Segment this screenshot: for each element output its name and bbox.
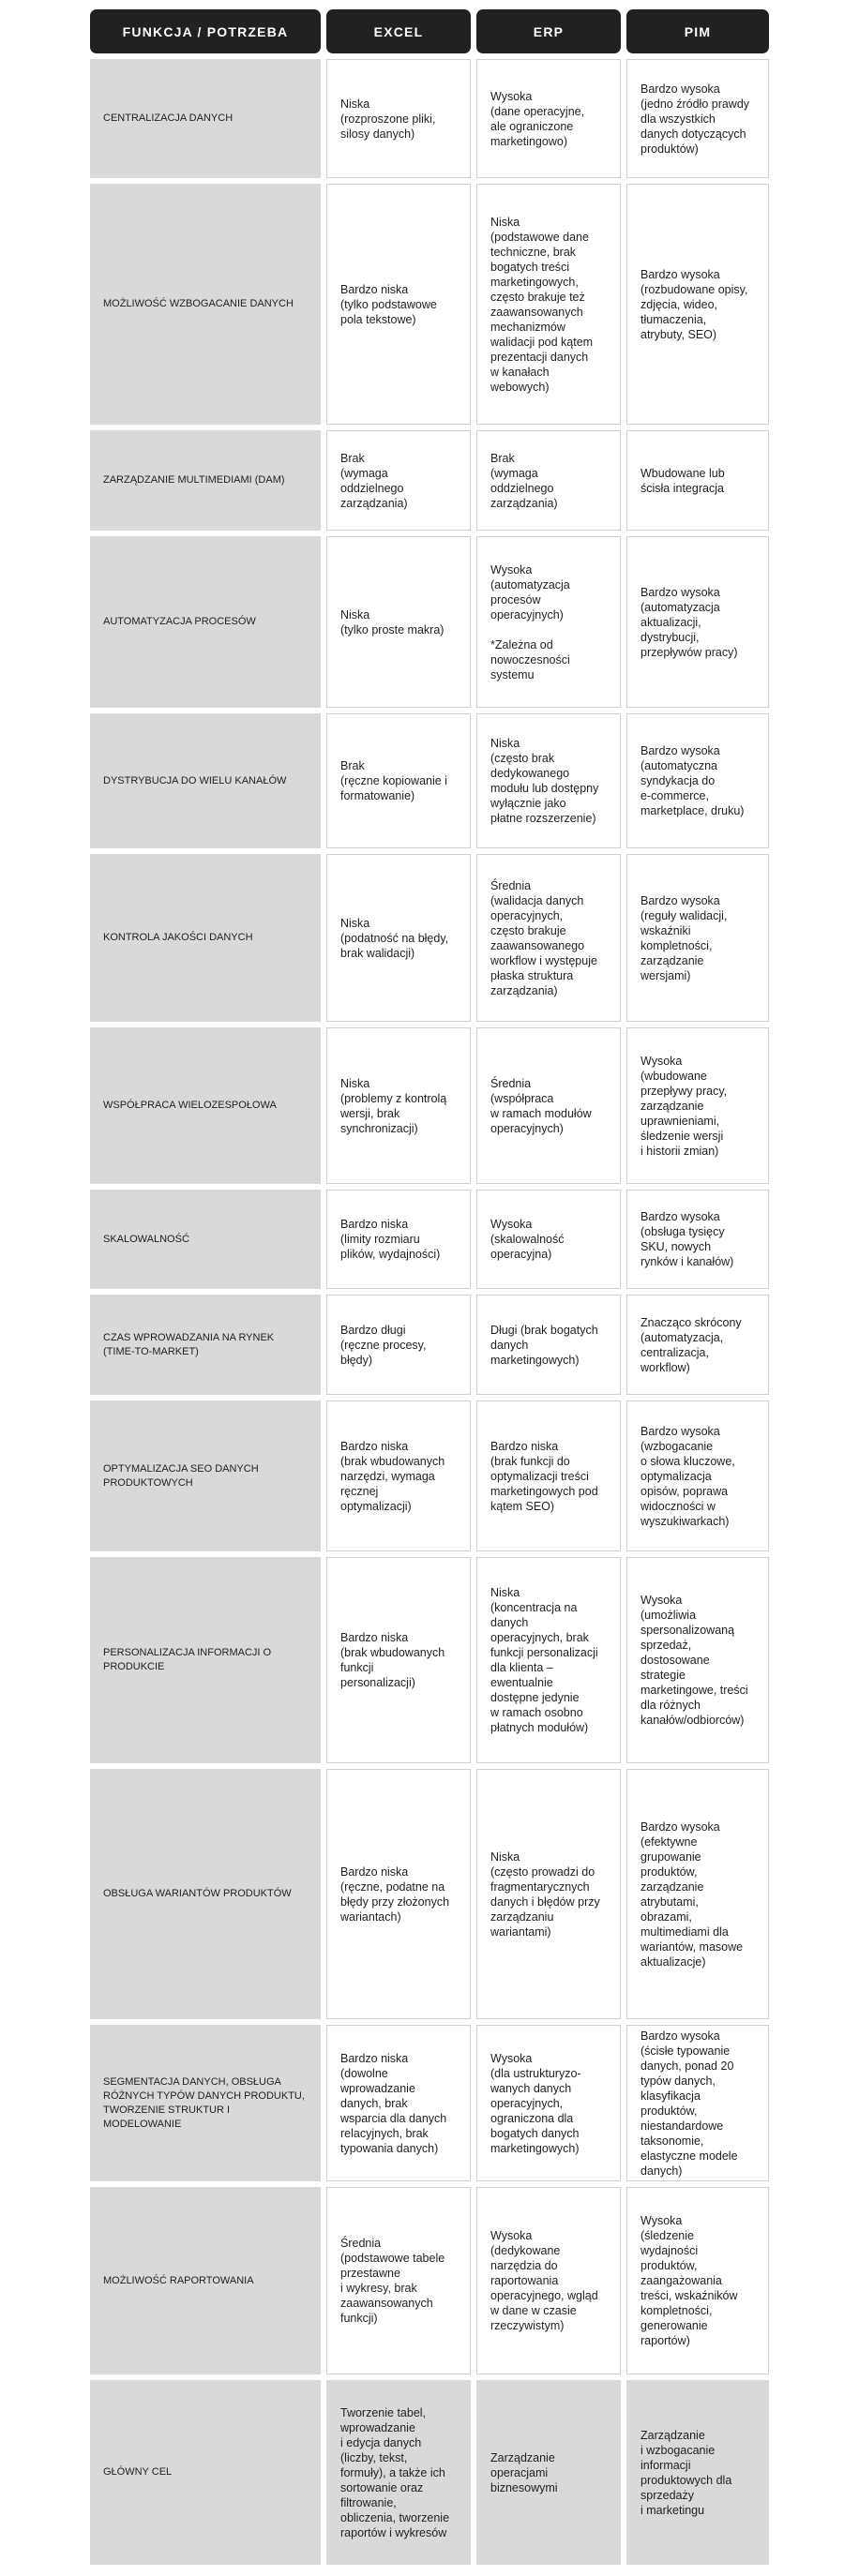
excel-cell: Bardzo niska (dowolne wprowadzanie danych, brak wsparcia dla danych relacyjnych, brak typowania danych) <box>326 2025 471 2181</box>
table-row <box>90 1400 769 1551</box>
erp-cell: Długi (brak bogatych danych marketingowych) <box>476 1295 621 1395</box>
pim-cell: Wysoka (śledzenie wydajności produktów, zaangażowania treści, wskaźników kompletności, generowanie raportów) <box>626 2187 769 2374</box>
excel-cell: Brak (wymaga oddzielnego zarządzania) <box>326 430 471 531</box>
feature-cell: SKALOWALNOŚĆ <box>90 1190 321 1289</box>
feature-cell: SEGMENTACJA DANYCH, OBSŁUGA RÓŻNYCH TYPÓW DANYCH PRODUKTU, TWORZENIE STRUKTUR I MODELOWANIE <box>90 2025 321 2181</box>
feature-cell: PERSONALIZACJA INFORMACJI O PRODUKCIE <box>90 1557 321 1763</box>
feature-cell: AUTOMATYZACJA PROCESÓW <box>90 536 321 708</box>
pim-cell: Bardzo wysoka (efektywne grupowanie produktów, zarządzanie atrybutami, obrazami, multimediami dla wariantów, masowe aktualizacje) <box>626 1769 769 2019</box>
feature-cell: GŁÓWNY CEL <box>90 2380 321 2565</box>
feature-cell: CZAS WPROWADZANIA NA RYNEK (TIME-TO-MARKET) <box>90 1295 321 1395</box>
erp-cell: Wysoka (skalowalność operacyjna) <box>476 1190 621 1289</box>
table-row <box>90 1027 769 1184</box>
pim-cell: Wbudowane lub ścisła integracja <box>626 430 769 531</box>
table-row <box>90 59 769 178</box>
feature-cell: ZARZĄDZANIE MULTIMEDIAMI (DAM) <box>90 430 321 531</box>
feature-cell: DYSTRYBUCJA DO WIELU KANAŁÓW <box>90 713 321 848</box>
table-row <box>90 1557 769 1763</box>
feature-cell: OBSŁUGA WARIANTÓW PRODUKTÓW <box>90 1769 321 2019</box>
excel-cell: Niska (problemy z kontrolą wersji, brak synchronizacji) <box>326 1027 471 1184</box>
excel-cell: Brak (ręczne kopiowanie i formatowanie) <box>326 713 471 848</box>
table-row <box>90 854 769 1022</box>
table-header-row <box>90 9 769 53</box>
excel-cell: Bardzo niska (brak wbudowanych narzędzi, wymaga ręcznej optymalizacji) <box>326 1400 471 1551</box>
excel-cell: Bardzo niska (ręczne, podatne na błędy przy złożonych wariantach) <box>326 1769 471 2019</box>
table-row <box>90 713 769 848</box>
excel-cell: Bardzo niska (limity rozmiaru plików, wydajności) <box>326 1190 471 1289</box>
excel-cell: Bardzo niska (tylko podstawowe pola tekstowe) <box>326 184 471 425</box>
table-row <box>90 2380 769 2565</box>
table-row <box>90 2025 769 2181</box>
erp-cell: Niska (często prowadzi do fragmentarycznych danych i błędów przy zarządzaniu wariantami) <box>476 1769 621 2019</box>
erp-cell: Bardzo niska (brak funkcji do optymalizacji treści marketingowych pod kątem SEO) <box>476 1400 621 1551</box>
pim-cell: Bardzo wysoka (rozbudowane opisy, zdjęcia, wideo, tłumaczenia, atrybuty, SEO) <box>626 184 769 425</box>
erp-cell: Wysoka (dla ustrukturyzo- wanych danych operacyjnych, ograniczona dla bogatych danych marketingowych) <box>476 2025 621 2181</box>
erp-cell: Wysoka (automatyzacja procesów operacyjnych) *Zależna od nowoczesności systemu <box>476 536 621 708</box>
feature-cell: OPTYMALIZACJA SEO DANYCH PRODUKTOWYCH <box>90 1400 321 1551</box>
table-row <box>90 1295 769 1395</box>
table-row <box>90 1769 769 2019</box>
excel-cell: Tworzenie tabel, wprowadzanie i edycja danych (liczby, tekst, formuły), a także ich sortowanie oraz filtrowanie, obliczenia, tworzenie raportów i wykresów <box>326 2380 471 2565</box>
erp-cell: Zarządzanie operacjami biznesowymi <box>476 2380 621 2565</box>
pim-cell: Bardzo wysoka (ścisłe typowanie danych, ponad 20 typów danych, klasyfikacja produktów, niestandardowe taksonomie, elastyczne modele danych) <box>626 2025 769 2181</box>
table-row <box>90 184 769 425</box>
table-row <box>90 2187 769 2374</box>
pim-cell: Znacząco skrócony (automatyzacja, centralizacja, workflow) <box>626 1295 769 1395</box>
feature-cell: MOŻLIWOŚĆ RAPORTOWANIA <box>90 2187 321 2374</box>
erp-cell: Brak (wymaga oddzielnego zarządzania) <box>476 430 621 531</box>
pim-cell: Bardzo wysoka (automatyczna syndykacja do e-commerce, marketplace, druku) <box>626 713 769 848</box>
pim-cell: Zarządzanie i wzbogacanie informacji produktowych dla sprzedaży i marketingu <box>626 2380 769 2565</box>
pim-cell: Wysoka (wbudowane przepływy pracy, zarządzanie uprawnieniami, śledzenie wersji i historii zmian) <box>626 1027 769 1184</box>
feature-cell: MOŻLIWOŚĆ WZBOGACANIE DANYCH <box>90 184 321 425</box>
header-feature: FUNKCJA / POTRZEBA <box>90 9 321 53</box>
pim-cell: Bardzo wysoka (obsługa tysięcy SKU, nowych rynków i kanałów) <box>626 1190 769 1289</box>
erp-cell: Niska (podstawowe dane techniczne, brak bogatych treści marketingowych, często brakuje też zaawansowanych mechanizmów walidacji pod kątem prezentacji danych w kanałach webowych) <box>476 184 621 425</box>
feature-cell: CENTRALIZACJA DANYCH <box>90 59 321 178</box>
table-row <box>90 1190 769 1289</box>
excel-cell: Bardzo długi (ręczne procesy, błędy) <box>326 1295 471 1395</box>
table-row <box>90 536 769 708</box>
erp-cell: Wysoka (dedykowane narzędzia do raportowania operacyjnego, wgląd w dane w czasie rzeczywistym) <box>476 2187 621 2374</box>
excel-cell: Średnia (podstawowe tabele przestawne i wykresy, brak zaawansowanych funkcji) <box>326 2187 471 2374</box>
erp-cell: Niska (koncentracja na danych operacyjnych, brak funkcji personalizacji dla klienta – ewentualnie dostępne jedynie w ramach osobno płatnych modułów) <box>476 1557 621 1763</box>
table-row <box>90 430 769 531</box>
feature-cell: WSPÓŁPRACA WIELOZESPOŁOWA <box>90 1027 321 1184</box>
excel-cell: Niska (tylko proste makra) <box>326 536 471 708</box>
table-body <box>90 59 769 2565</box>
pim-cell: Bardzo wysoka (wzbogacanie o słowa kluczowe, optymalizacja opisów, poprawa widoczności w wyszukiwarkach) <box>626 1400 769 1551</box>
erp-cell: Średnia (współpraca w ramach modułów operacyjnych) <box>476 1027 621 1184</box>
pim-cell: Wysoka (umożliwia spersonalizowaną sprzedaż, dostosowane strategie marketingowe, treści dla różnych kanałów/odbiorców) <box>626 1557 769 1763</box>
pim-cell: Bardzo wysoka (reguły walidacji, wskaźniki kompletności, zarządzanie wersjami) <box>626 854 769 1022</box>
header-excel: EXCEL <box>326 9 471 53</box>
erp-cell: Wysoka (dane operacyjne, ale ograniczone marketingowo) <box>476 59 621 178</box>
erp-cell: Niska (często brak dedykowanego modułu lub dostępny wyłącznie jako płatne rozszerzenie) <box>476 713 621 848</box>
header-erp: ERP <box>476 9 621 53</box>
pim-cell: Bardzo wysoka (automatyzacja aktualizacji, dystrybucji, przepływów pracy) <box>626 536 769 708</box>
excel-cell: Bardzo niska (brak wbudowanych funkcji personalizacji) <box>326 1557 471 1763</box>
excel-cell: Niska (podatność na błędy, brak walidacji) <box>326 854 471 1022</box>
header-pim: PIM <box>626 9 769 53</box>
feature-cell: KONTROLA JAKOŚCI DANYCH <box>90 854 321 1022</box>
comparison-table <box>90 9 769 2570</box>
pim-cell: Bardzo wysoka (jedno źródło prawdy dla wszystkich danych dotyczących produktów) <box>626 59 769 178</box>
excel-cell: Niska (rozproszone pliki, silosy danych) <box>326 59 471 178</box>
erp-cell: Średnia (walidacja danych operacyjnych, często brakuje zaawansowanego workflow i występuje płaska struktura zarządzania) <box>476 854 621 1022</box>
